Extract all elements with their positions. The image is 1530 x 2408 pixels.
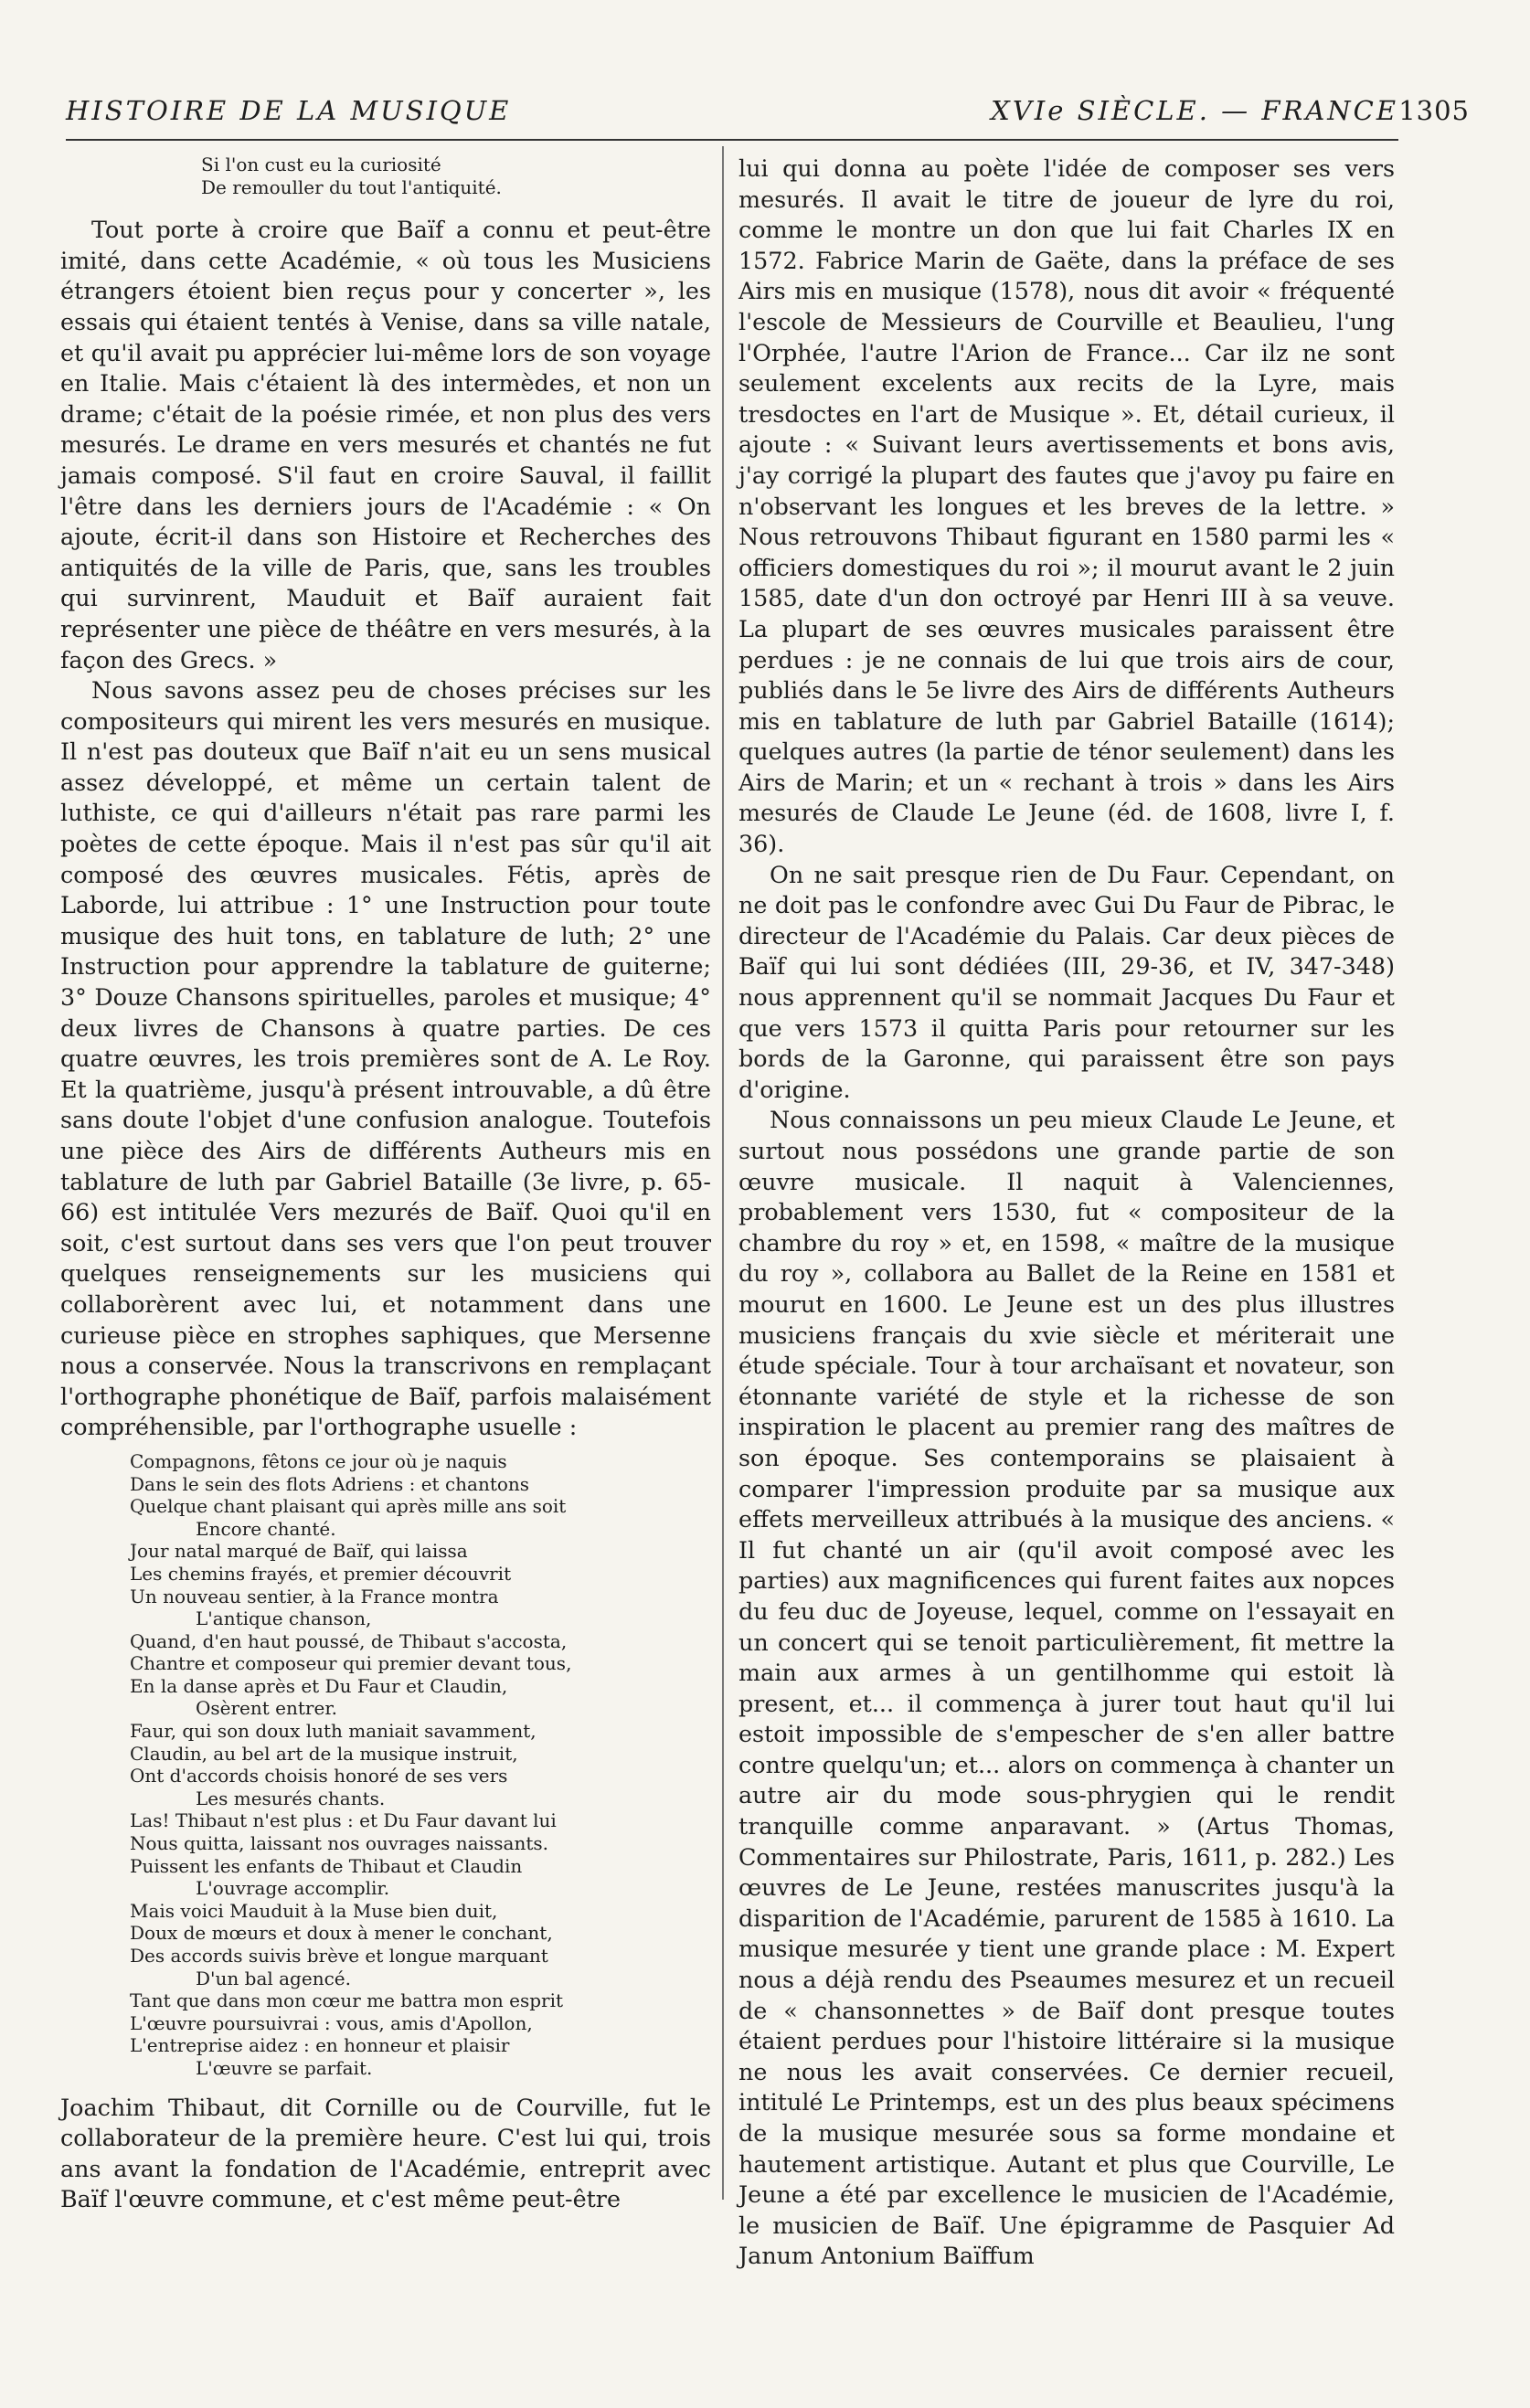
verse-line: En la danse après et Du Faur et Claudin, — [130, 1674, 508, 1697]
header-section: XVIe SIÈCLE. — FRANCE — [991, 95, 1398, 126]
verse-line: L'ouvrage accomplir. — [196, 1877, 390, 1900]
verse-line: L'œuvre poursuivrai : vous, amis d'Apollon, — [130, 2011, 533, 2034]
verse-line: Quelque chant plaisant qui après mille ans soit — [130, 1495, 567, 1518]
verse-line: De remouller du tout l'antiquité. — [201, 175, 502, 198]
running-header — [66, 95, 1470, 132]
verse-line: Si l'on cust eu la curiosité — [201, 154, 441, 175]
verse-line: Compagnons, fêtons ce jour où je naquis — [130, 1449, 507, 1472]
verse-line: Nous quitta, laissant nos ouvrages naissants. — [130, 1832, 548, 1855]
verse-line: L'entreprise aidez : en honneur et plaisir — [130, 2034, 510, 2057]
verse-line: Doux de mœurs et doux à mener le conchant, — [130, 1922, 553, 1945]
paragraph: Joachim Thibaut, dit Cornille ou de Courville, fut le collaborateur de la première heure. C'est lui qui, trois ans avant la fondation de l'Académie, entreprit avec Baïf l'œuvre commune, et c'est même peut-être — [60, 2093, 711, 2213]
verse-line: Encore chanté. — [196, 1517, 336, 1540]
verse-line: Claudin, au bel art de la musique instruit, — [130, 1742, 518, 1765]
verse-line: Mais voici Mauduit à la Muse bien duit, — [130, 1899, 498, 1922]
verse-line: Chantre et composeur qui premier devant tous, — [130, 1652, 572, 1675]
column-divider — [722, 146, 724, 2200]
opening-verse — [201, 154, 711, 198]
sapphic-poem — [130, 1450, 711, 2080]
header-title: HISTOIRE DE LA MUSIQUE — [66, 95, 512, 126]
paragraph: Tout porte à croire que Baïf a connu et peut-être imité, dans cette Académie, « où tous les Musiciens étrangers étoient bien reçus pour y concerter », les essais qui étaient tentés à Venise, dans sa ville natale, et qu'il avait pu apprécier lui-même lors de son voyage en Italie. Mais c'étaient là des intermèdes, et non un drame; c'était de la poésie rimée, et non plus des vers mesurés. Le drame en vers mesurés et chantés ne fut jamais composé. S'il faut en croire Sauval, il faillit l'être dans les derniers jours de l'Académie : « On ajoute, écrit-il dans son Histoire et Recherches des antiquités de la ville de Paris, que, sans les troubles qui survinrent, Mauduit et Baïf auraient fait représenter une pièce de théâtre en vers mesurés, à la façon des Grecs. » — [60, 216, 711, 674]
verse-line: Las! Thibaut n'est plus : et Du Faur davant lui — [130, 1809, 557, 1832]
verse-line: Les chemins frayés, et premier découvrit — [130, 1562, 512, 1585]
verse-line: Un nouveau sentier, à la France montra — [130, 1585, 499, 1607]
verse-line: Quand, d'en haut poussé, de Thibaut s'accosta, — [130, 1629, 568, 1652]
paragraph: Nous connaissons un peu mieux Claude Le Jeune, et surtout nous possédons une grande partie de son œuvre musicale. Il naquit à Valenciennes, probablement vers 1530, fut « compositeur de la chambre du roy » et, en 1598, « maître de la musique du roy », collabora au Ballet de la Reine en 1581 et mourut en 1600. Le Jeune est un des plus illustres musiciens français du xvie siècle et mériterait une étude spéciale. Tour à tour archaïsant et novateur, son étonnante variété de style et la richesse de son inspiration le placent au premier rang des maîtres de son époque. Ses contemporains se plaisaient à comparer l'impression produite par sa musique aux effets merveilleux attribués à la musique des anciens. « Il fut chanté un air (qu'il avoit composé avec les parties) aux magnificences qui furent faites aux nopces du feu duc de Joyeuse, lequel, comme on l'essayait en un concert qui se tenoit particulièrement, fit mettre la main aux armes à un gentilhomme qui estoit là present, et... il commença à jurer tout haut qu'il lui estoit impossible de s'empescher de s'en aller battre contre quelqu'un; et... alors on commença à chanter un autre air du mode sous-phrygien qui le rendit tranquille comme anparavant. » (Artus Thomas, Commentaires sur Philostrate, Paris, 1611, p. 282.) Les œuvres de Le Jeune, restées manuscrites jusqu'à la disparition de l'Académie, parurent de 1585 à 1610. La musique mesurée y tient une grande place : M. Expert nous a déjà rendu des Pseaumes mesurez et un recueil de « chansonnettes » de Baïf dont presque toutes étaient perdues pour l'histoire littéraire si la musique ne nous les avait conservées. Ce dernier recueil, intitulé Le Printemps, est un des plus beaux spécimens de la musique mesurée sous sa forme mondaine et hautement artistique. Autant et plus que Courville, Le Jeune a été par excellence le musicien de l'Académie, le musicien de Baïf. Une épigramme de Pasquier Ad Janum Antonium Baïffum — [738, 1106, 1395, 2270]
left-column — [60, 154, 711, 2215]
verse-line: Tant que dans mon cœur me battra mon esprit — [130, 1989, 564, 2012]
verse-line: L'œuvre se parfait. — [196, 2056, 373, 2079]
header-rule — [66, 139, 1398, 141]
paragraph: lui qui donna au poète l'idée de composer ses vers mesurés. Il avait le titre de joueur de lyre du roi, comme le montre un don que lui fait Charles IX en 1572. Fabrice Marin de Gaëte, dans la préface de ses Airs mis en musique (1578), nous dit avoir « fréquenté l'escole de Messieurs de Courville et Beaulieu, l'ung l'Orphée, l'autre l'Arion de France... Car ilz ne sont seulement excelents aux recits de la Lyre, mais tresdoctes en l'art de Musique ». Et, détail curieux, il ajoute : « Suivant leurs avertissements et bons avis, j'ay corrigé la plupart des fautes que j'avoy pu faire en n'observant les longues et les breves de la lettre. » Nous retrouvons Thibaut figurant en 1580 parmi les « officiers domestiques du roi »; il mourut avant le 2 juin 1585, date d'un don octroyé par Henri III à sa veuve. La plupart de ses œuvres musicales paraissent être perdues : je ne connais de lui que trois airs de cour, publiés dans le 5e livre des Airs de différents Autheurs mis en tablature de luth par Gabriel Bataille (1614); quelques autres (la partie de ténor seulement) dans les Airs de Marin; et un « rechant à trois » dans les Airs mesurés de Claude Le Jeune (éd. de 1608, livre I, f. 36). — [738, 154, 1395, 858]
verse-line: Faur, qui son doux luth maniait savamment, — [130, 1720, 537, 1743]
verse-line: Ont d'accords choisis honoré de ses vers — [130, 1765, 508, 1787]
verse-line: L'antique chanson, — [196, 1607, 372, 1630]
verse-line: Jour natal marqué de Baïf, qui laissa — [130, 1540, 468, 1563]
verse-line: Dans le sein des flots Adriens : et chantons — [130, 1472, 530, 1495]
verse-line: Puissent les enfants de Thibaut et Claudin — [130, 1854, 523, 1877]
verse-line: Les mesurés chants. — [196, 1787, 386, 1809]
verse-line: D'un bal agencé. — [196, 1967, 351, 1989]
paragraph: Nous savons assez peu de choses précises sur les compositeurs qui mirent les vers mesurés en musique. Il n'est pas douteux que Baïf n'ait eu un sens musical assez développé, et même un certain talent de luthiste, ce qui d'ailleurs n'était pas rare parmi les poètes de cette époque. Mais il n'est pas sûr qu'il ait composé des œuvres musicales. Fétis, après de Laborde, lui attribue : 1° une Instruction pour toute musique des huit tons, en tablature de luth; 2° une Instruction pour apprendre la tablature de guiterne; 3° Douze Chansons spirituelles, paroles et musique; 4° deux livres de Chansons à quatre parties. De ces quatre œuvres, les trois premières sont de A. Le Roy. Et la quatrième, jusqu'à présent introuvable, a dû être sans doute l'objet d'une confusion analogue. Toutefois une pièce des Airs de différents Autheurs mis en tablature de luth par Gabriel Bataille (3e livre, p. 65-66) est intitulée Vers mezurés de Baïf. Quoi qu'il en soit, c'est surtout dans ses vers que l'on peut trouver quelques renseignements sur les musiciens qui collaborèrent avec lui, et notamment dans une curieuse pièce en strophes saphiques, que Mersenne nous a conservée. Nous la transcrivons en remplaçant l'orthographe phonétique de Baïf, parfois malaisément compréhensible, par l'orthographe usuelle : — [60, 676, 711, 1441]
verse-line: Des accords suivis brève et longue marquant — [130, 1945, 548, 1967]
page-number: 1305 — [1398, 95, 1470, 126]
right-column — [738, 154, 1395, 2272]
verse-line: Osèrent entrer. — [196, 1697, 338, 1720]
paragraph: On ne sait presque rien de Du Faur. Cependant, on ne doit pas le confondre avec Gui Du Faur de Pibrac, le directeur de l'Académie du Palais. Car deux pièces de Baïf qui lui sont dédiées (III, 29-36, et IV, 347-348) nous apprennent qu'il se nommait Jacques Du Faur et que vers 1573 il quitta Paris pour retourner sur les bords de la Garonne, qui paraissent être son pays d'origine. — [738, 860, 1395, 1103]
